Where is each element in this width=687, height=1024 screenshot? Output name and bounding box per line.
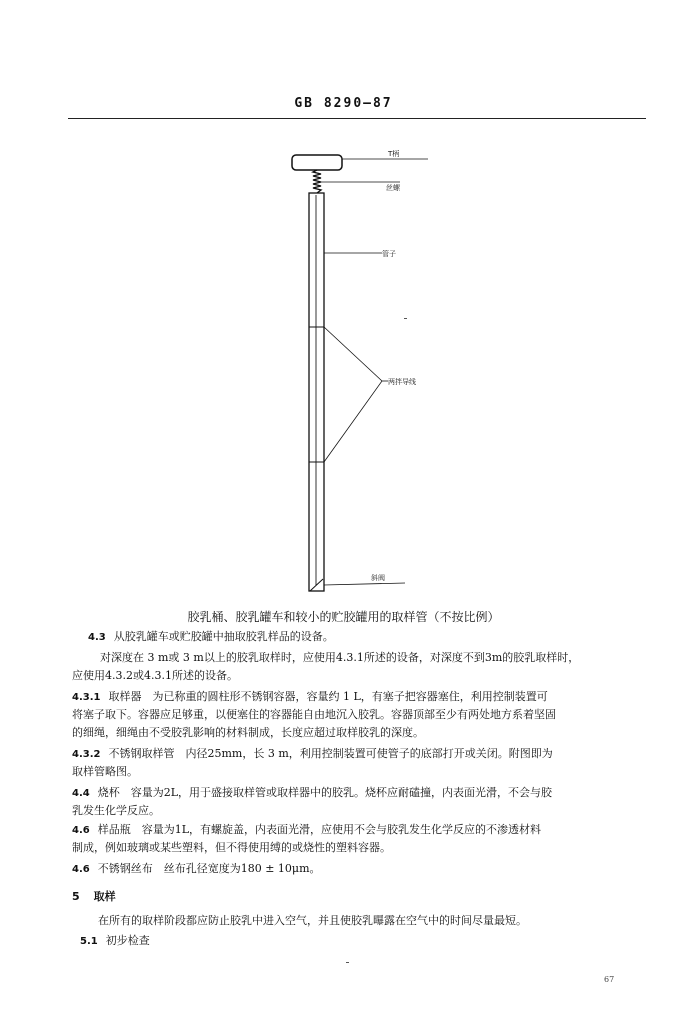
paragraph-text: 应使用4.3.2或4.3.1所述的设备。 <box>72 669 238 682</box>
t-handle-shape <box>292 155 342 170</box>
label-tube: 管子 <box>382 250 396 258</box>
paragraph-text: 在所有的取样阶段都应防止胶乳中进入空气，并且使胶乳曝露在空气中的时间尽量最短。 <box>98 914 527 927</box>
paragraph-text: 取样器 为已称重的圆柱形不锈钢容器，容量约 1 L，有塞子把容器塞住，利用控制装置可 <box>108 690 548 703</box>
scan-speck <box>404 318 407 319</box>
paragraph-text: 将塞子取下。容器应足够重，以便塞住的容器能自由地沉入胶乳。容器顶部至少有两处地方系着坚固 <box>72 708 556 721</box>
paragraph-line <box>72 666 238 685</box>
clause-number: 4.3.2 <box>72 749 101 760</box>
paragraph-text: 从胶乳罐车或贮胶罐中抽取胶乳样品的设备。 <box>113 630 334 643</box>
clause-number: 4.4 <box>72 788 90 799</box>
paragraph-text: 的细绳，细绳由不受胶乳影响的材料制成，长度应超过取样胶乳的深度。 <box>72 726 424 739</box>
wire-leader-lower <box>324 381 382 462</box>
label-wires: 两拌导线 <box>388 378 416 386</box>
label-valve: 斜阀 <box>371 574 385 582</box>
subsection-title: 初步检查 <box>105 934 150 947</box>
subsection-5-1-heading <box>80 931 150 951</box>
clause-number: 4.6 <box>72 864 90 875</box>
paragraph-text: 取样管略图。 <box>72 765 138 778</box>
paragraph-4-4 <box>72 783 552 803</box>
clause-number: 4.3 <box>88 632 106 643</box>
paragraph-line <box>72 705 556 724</box>
paragraph-4-3 <box>88 627 334 647</box>
valve-leader-line <box>324 583 405 585</box>
paragraph-text: 样品瓶 容量为1L，有螺旋盖，内表面光滑，应使用不会与胶乳发生化学反应的不渗透材料 <box>97 823 542 836</box>
label-thread: 丝螺 <box>386 184 400 192</box>
paragraph-text: 不锈钢丝布 丝布孔径宽度为180 ± 10μm。 <box>97 862 321 875</box>
paragraph-4-3-2 <box>72 744 553 764</box>
scan-speck <box>346 962 349 963</box>
section-title: 取样 <box>93 890 116 903</box>
page-number: 67 <box>604 975 615 984</box>
clause-number: 4.6 <box>72 825 90 836</box>
paragraph-text: 乳发生化学反应。 <box>72 804 160 817</box>
section-5-intro <box>98 911 527 930</box>
section-number: 5 <box>72 890 80 903</box>
paragraph-text: 对深度在 3 m或 3 m以上的胶乳取样时，应使用4.3.1所述的设备，对深度不到3m的胶乳取样时， <box>100 651 580 664</box>
paragraph-line <box>72 801 160 820</box>
section-5-heading <box>72 887 116 906</box>
clause-number: 5.1 <box>80 936 98 947</box>
paragraph-text: 烧杯 容量为2L，用于盛接取样管或取样器中的胶乳。烧杯应耐磕撞，内表面光滑，不会与胶 <box>97 786 553 799</box>
paragraph-line <box>100 648 579 667</box>
paragraph-line <box>72 838 391 857</box>
paragraph-text: 不锈钢取样管 内径25mm，长 3 m，利用控制装置可使管子的底部打开或关闭。附图即为 <box>108 747 553 760</box>
paragraph-4-5 <box>72 820 541 840</box>
clause-number: 4.3.1 <box>72 692 101 703</box>
figure-caption: 胶乳桶、胶乳罐车和较小的贮胶罐用的取样管（不按比例） <box>187 610 500 624</box>
paragraph-4-6 <box>72 859 321 879</box>
paragraph-line <box>72 723 424 742</box>
label-handle: T柄 <box>388 150 400 158</box>
wire-leader-upper <box>324 327 382 381</box>
paragraph-line <box>72 762 138 781</box>
thread-spring-shape <box>313 170 321 193</box>
document-header: GB 8290—87 <box>294 96 393 111</box>
paragraph-4-3-1 <box>72 687 548 707</box>
paragraph-text: 制成，例如玻璃或某些塑料，但不得使用缚的或烧性的塑料容器。 <box>72 841 391 854</box>
